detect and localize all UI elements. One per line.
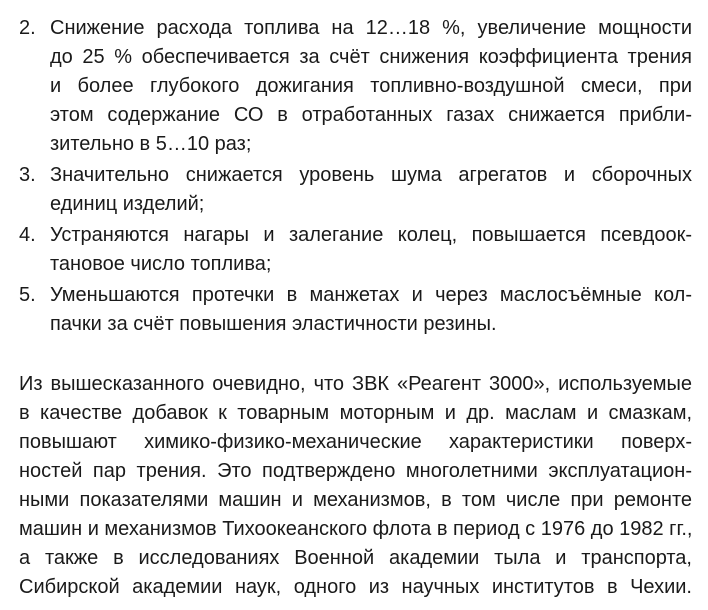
list-item-line: Значительно снижается уровень шума агрегатов и сборочных — [50, 164, 692, 186]
list-item-line: Устраняются нагары и залегание колец, повышается псевдоок- — [50, 224, 692, 246]
list-item-number: 3. — [19, 164, 36, 186]
paragraph-line: ными показателями машин и механизмов, в том числе при ремонте — [19, 489, 692, 511]
list-item-line: Снижение расхода топлива на 12…18 %, увеличение мощности — [50, 17, 692, 39]
paragraph-line: ностей пар трения. Это подтверждено многолетними эксплуатацион- — [19, 460, 692, 482]
paragraph-line: в качестве добавок к товарным моторным и др. маслам и смазкам, — [19, 402, 692, 424]
list-item-number: 4. — [19, 224, 36, 246]
list-item-number: 5. — [19, 284, 36, 306]
list-item-line: тановое число топлива; — [50, 253, 272, 275]
list-item-line: этом содержание СО в отработанных газах снижается прибли- — [50, 104, 692, 126]
list-item-line: пачки за счёт повышения эластичности резины. — [50, 313, 497, 335]
paragraph-line: Из вышесказанного очевидно, что ЗВК «Реагент 3000», используемые — [19, 373, 692, 395]
list-item-line: Уменьшаются протечки в манжетах и через маслосъёмные кол- — [50, 284, 692, 306]
paragraph-line: Сибирской академии наук, одного из научных институтов в Чехии. — [19, 576, 692, 598]
list-item-line: и более глубокого дожигания топливно-воздушной смеси, при — [50, 75, 692, 97]
list-item-line: единиц изделий; — [50, 193, 205, 215]
paragraph-line: повышают химико-физико-механические характеристики поверх- — [19, 431, 692, 453]
list-item-line: до 25 % обеспечивается за счёт снижения коэффициента трения — [50, 46, 692, 68]
paragraph-line: а также в исследованиях Военной академии тыла и транспорта, — [19, 547, 692, 569]
list-item-line: зительно в 5…10 раз; — [50, 133, 252, 155]
paragraph-line: машин и механизмов Тихоокеанского флота в период с 1976 до 1982 гг., — [19, 518, 693, 540]
list-item-number: 2. — [19, 17, 36, 39]
